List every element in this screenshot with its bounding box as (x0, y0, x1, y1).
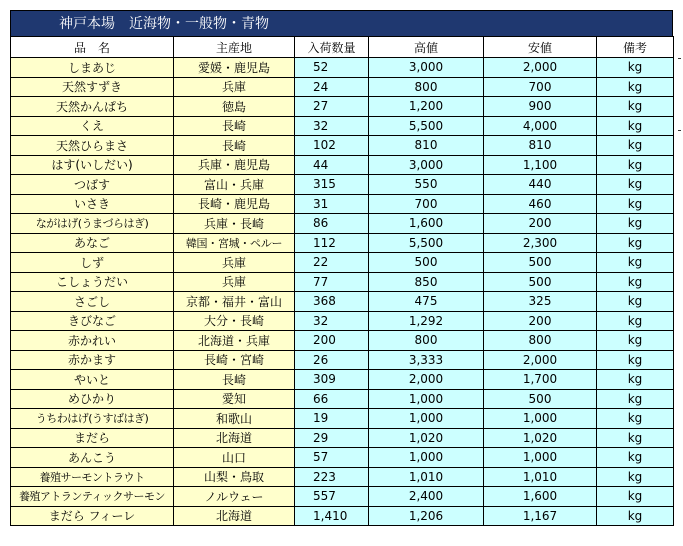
table-row (11, 272, 674, 292)
cell-qty: 66 (295, 389, 369, 409)
cell-origin: 徳島 (174, 97, 295, 117)
cell-high: 1,206 (369, 506, 484, 526)
cell-note: kg (597, 58, 674, 78)
cell-high: 550 (369, 175, 484, 195)
cell-note: kg (597, 97, 674, 117)
cell-origin: 長崎 (174, 136, 295, 156)
cell-high: 2,400 (369, 487, 484, 507)
cell-name: やいと (11, 370, 174, 390)
table-row (11, 97, 674, 117)
cell-note: kg (597, 331, 674, 351)
cell-qty: 223 (295, 467, 369, 487)
cell-qty: 1,410 (295, 506, 369, 526)
cell-origin: 兵庫・長崎 (174, 214, 295, 234)
cell-qty: 22 (295, 253, 369, 273)
table-row (11, 116, 674, 136)
cell-note: kg (597, 175, 674, 195)
cell-high: 1,000 (369, 448, 484, 468)
cell-high: 5,500 (369, 233, 484, 253)
cell-high: 500 (369, 253, 484, 273)
cell-origin: 山口 (174, 448, 295, 468)
cell-origin: 韓国・宮城・ペルー (174, 233, 295, 253)
cell-high: 1,010 (369, 467, 484, 487)
cell-note: kg (597, 350, 674, 370)
cell-note: kg (597, 155, 674, 175)
cell-name: まだら (11, 428, 174, 448)
table-row (11, 214, 674, 234)
table-row (11, 331, 674, 351)
cell-low: 800 (484, 331, 597, 351)
header-qty: 入荷数量 (295, 37, 369, 58)
cell-note: kg (597, 448, 674, 468)
price-table (10, 36, 674, 526)
table-row (11, 194, 674, 214)
cell-qty: 44 (295, 155, 369, 175)
sheet-title: 神戸本場 近海物・一般物・青物 (10, 10, 673, 36)
cell-qty: 32 (295, 311, 369, 331)
cell-origin: 北海道 (174, 506, 295, 526)
cell-qty: 77 (295, 272, 369, 292)
cell-note: kg (597, 292, 674, 312)
cell-low: 2,300 (484, 233, 597, 253)
cell-low: 500 (484, 389, 597, 409)
cell-origin: 兵庫 (174, 272, 295, 292)
cell-name: あなご (11, 233, 174, 253)
cell-qty: 200 (295, 331, 369, 351)
cell-qty: 24 (295, 77, 369, 97)
cell-low: 325 (484, 292, 597, 312)
cell-origin: 京都・福井・富山 (174, 292, 295, 312)
cell-name: いさき (11, 194, 174, 214)
cell-note: kg (597, 116, 674, 136)
table-row (11, 253, 674, 273)
cell-high: 1,600 (369, 214, 484, 234)
cell-high: 2,000 (369, 370, 484, 390)
cell-origin: 大分・長崎 (174, 311, 295, 331)
cell-qty: 57 (295, 448, 369, 468)
cell-name: しず (11, 253, 174, 273)
cell-low: 500 (484, 253, 597, 273)
cell-note: kg (597, 194, 674, 214)
cell-low: 1,100 (484, 155, 597, 175)
cell-low: 440 (484, 175, 597, 195)
cell-low: 810 (484, 136, 597, 156)
cell-origin: 和歌山 (174, 409, 295, 429)
cell-low: 1,700 (484, 370, 597, 390)
cell-name: 養殖アトランティックサーモン (11, 487, 174, 507)
cell-name: 天然かんぱち (11, 97, 174, 117)
cell-name: ながはげ(うまづらはぎ) (11, 214, 174, 234)
cell-low: 700 (484, 77, 597, 97)
cell-name: うちわはげ(うすばはぎ) (11, 409, 174, 429)
table-row (11, 175, 674, 195)
cell-name: しまあじ (11, 58, 174, 78)
cell-name: めひかり (11, 389, 174, 409)
cell-note: kg (597, 370, 674, 390)
cell-low: 1,600 (484, 487, 597, 507)
cell-note: kg (597, 233, 674, 253)
cell-qty: 52 (295, 58, 369, 78)
cell-low: 460 (484, 194, 597, 214)
cell-name: 養殖サーモントラウト (11, 467, 174, 487)
table-row (11, 136, 674, 156)
market-price-sheet (10, 10, 673, 526)
table-row (11, 428, 674, 448)
cell-low: 1,020 (484, 428, 597, 448)
cell-name: 天然ひらまさ (11, 136, 174, 156)
header-origin: 主産地 (174, 37, 295, 58)
cell-high: 810 (369, 136, 484, 156)
header-name: 品 名 (11, 37, 174, 58)
table-row (11, 487, 674, 507)
cell-low: 900 (484, 97, 597, 117)
cell-high: 850 (369, 272, 484, 292)
cell-qty: 19 (295, 409, 369, 429)
cell-high: 800 (369, 77, 484, 97)
cell-origin: 兵庫 (174, 253, 295, 273)
cell-note: kg (597, 214, 674, 234)
cell-name: さごし (11, 292, 174, 312)
cell-note: kg (597, 487, 674, 507)
cell-name: 赤かれい (11, 331, 174, 351)
table-row (11, 233, 674, 253)
cell-note: kg (597, 389, 674, 409)
cell-high: 1,020 (369, 428, 484, 448)
cell-name: あんこう (11, 448, 174, 468)
table-row (11, 389, 674, 409)
cell-low: 1,000 (484, 409, 597, 429)
table-row (11, 350, 674, 370)
cell-origin: 兵庫・鹿児島 (174, 155, 295, 175)
cell-high: 475 (369, 292, 484, 312)
cell-high: 3,333 (369, 350, 484, 370)
cell-high: 1,292 (369, 311, 484, 331)
cell-qty: 29 (295, 428, 369, 448)
cell-qty: 368 (295, 292, 369, 312)
cell-name: きびなご (11, 311, 174, 331)
cell-qty: 315 (295, 175, 369, 195)
table-row (11, 370, 674, 390)
cell-qty: 31 (295, 194, 369, 214)
cell-qty: 86 (295, 214, 369, 234)
cell-origin: 長崎・宮崎 (174, 350, 295, 370)
cell-low: 200 (484, 311, 597, 331)
cell-name: まだら フィーレ (11, 506, 174, 526)
cell-origin: 北海道・兵庫 (174, 331, 295, 351)
table-row (11, 467, 674, 487)
cell-note: kg (597, 253, 674, 273)
cell-origin: 長崎 (174, 370, 295, 390)
table-row (11, 77, 674, 97)
table-row (11, 58, 674, 78)
cell-note: kg (597, 136, 674, 156)
cell-origin: 北海道 (174, 428, 295, 448)
cell-high: 700 (369, 194, 484, 214)
cell-qty: 32 (295, 116, 369, 136)
cell-low: 1,167 (484, 506, 597, 526)
cell-low: 500 (484, 272, 597, 292)
cell-note: kg (597, 467, 674, 487)
cell-high: 3,000 (369, 155, 484, 175)
cell-note: kg (597, 77, 674, 97)
cell-name: こしょうだい (11, 272, 174, 292)
table-row (11, 409, 674, 429)
cell-low: 4,000 (484, 116, 597, 136)
table-row (11, 292, 674, 312)
cell-name: 赤かます (11, 350, 174, 370)
cell-low: 200 (484, 214, 597, 234)
header-row (11, 37, 674, 58)
cell-high: 3,000 (369, 58, 484, 78)
cell-low: 2,000 (484, 350, 597, 370)
table-row (11, 155, 674, 175)
edge-tick (678, 130, 681, 131)
cell-low: 1,010 (484, 467, 597, 487)
cell-low: 1,000 (484, 448, 597, 468)
header-low: 安値 (484, 37, 597, 58)
cell-origin: 長崎 (174, 116, 295, 136)
cell-qty: 309 (295, 370, 369, 390)
cell-qty: 27 (295, 97, 369, 117)
table-row (11, 448, 674, 468)
cell-high: 5,500 (369, 116, 484, 136)
cell-qty: 26 (295, 350, 369, 370)
cell-qty: 112 (295, 233, 369, 253)
cell-high: 1,000 (369, 409, 484, 429)
cell-high: 800 (369, 331, 484, 351)
cell-origin: 愛媛・鹿児島 (174, 58, 295, 78)
header-note: 備考 (597, 37, 674, 58)
cell-high: 1,000 (369, 389, 484, 409)
cell-name: はす(いしだい) (11, 155, 174, 175)
cell-qty: 102 (295, 136, 369, 156)
cell-qty: 557 (295, 487, 369, 507)
cell-note: kg (597, 506, 674, 526)
header-high: 高値 (369, 37, 484, 58)
cell-origin: 長崎・鹿児島 (174, 194, 295, 214)
cell-origin: ノルウェー (174, 487, 295, 507)
table-row (11, 506, 674, 526)
cell-origin: 山梨・鳥取 (174, 467, 295, 487)
cell-origin: 兵庫 (174, 77, 295, 97)
edge-tick (678, 58, 681, 59)
cell-note: kg (597, 428, 674, 448)
cell-low: 2,000 (484, 58, 597, 78)
cell-name: つばす (11, 175, 174, 195)
cell-note: kg (597, 272, 674, 292)
cell-origin: 富山・兵庫 (174, 175, 295, 195)
table-row (11, 311, 674, 331)
cell-high: 1,200 (369, 97, 484, 117)
cell-note: kg (597, 409, 674, 429)
cell-name: 天然すずき (11, 77, 174, 97)
cell-origin: 愛知 (174, 389, 295, 409)
cell-name: くえ (11, 116, 174, 136)
cell-note: kg (597, 311, 674, 331)
